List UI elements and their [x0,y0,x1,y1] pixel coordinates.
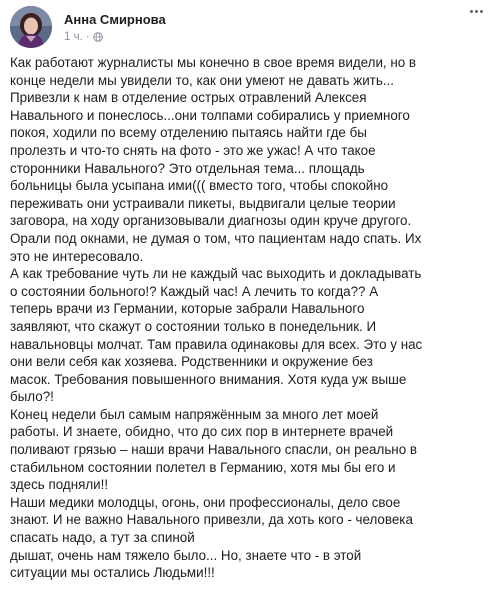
post-text-line: переживать они устраивали пикеты, выдвигали целые теории [10,195,396,211]
post-header [10,6,489,50]
author-name[interactable]: Анна Смирнова [64,12,166,27]
post-text-line: Навального и понеслось...они толпами собирались у приемного [10,107,410,123]
post-text-line: было?! [10,389,54,405]
post-text-line: поливают грязью – наши врачи Навального спасли, он реально в [10,442,417,458]
post-meta [64,31,103,43]
author-avatar[interactable] [10,6,52,48]
post-text-line: здесь подняли!! [10,477,109,493]
post-text-line: знают. И не важно Навального привезли, да хоть кого - человека [10,512,413,528]
post-text-line: Как работают журналисты мы конечно в свое время видели, но в [10,55,417,70]
meta-separator: · [85,31,90,43]
post-text-line: Орали под окнами, не думая о том, что пациентам надо спать. Их [10,230,422,246]
more-options-icon[interactable] [465,4,487,18]
post-text-line: спасать надо, а тут за спиной [10,530,195,546]
avatar-portrait-icon [10,6,52,48]
post-text-line: Конец недели был самым напряжённым за много лет моей [10,406,379,422]
post-text-line: работы. И знаете, обидно, что до сих пор в интернете врачей [10,424,394,440]
post-text-line: ситуации мы остались Людьми!!! [10,565,215,581]
post-text [10,54,495,582]
globe-icon [93,32,103,42]
post-text-line: конце недели мы увидели то, как они умеют не давать жить... [10,72,394,88]
post-text-line: стабильном состоянии полетел в Германию, хотя мы бы его и [10,459,396,475]
post-text-line: больницы была усыпана ими((( вместо того, чтобы спокойно [10,178,389,194]
post-text-line: заговора, на ходу организовывали диагнозы один круче другого. [10,213,412,229]
post-text-line: сторонники Навального? Это отдельная тема... площадь [10,160,365,176]
post-text-line: Привезли к нам в отделение острых отравлений Алексея [10,90,367,106]
post-text-line: они вели себя как хозяева. Родственники и окружение без [10,354,373,370]
post-text-line: покоя, ходили по всему отделению пытаясь найти где бы [10,125,367,141]
post-time[interactable]: 1 ч. [64,31,83,43]
post-text-line: навальновцы молчат. Там правила одинаковы для всех. Это у нас [10,336,423,352]
post-text-line: о состоянии больного!? Каждый час! А лечить то когда?? А [10,283,379,299]
post-text-line: масок. Требования повышенного внимания. Хотя куда уж выше [10,371,407,387]
post-text-line: А как требование чуть ли не каждый час выходить и докладывать [10,266,422,282]
post-text-line: Наши медики молодцы, огонь, они профессионалы, дело свое [10,494,401,510]
post-text-line: это не интересовало. [10,248,144,264]
post-text-line: теперь врачи из Германии, которые забрали Навального [10,301,365,317]
post-text-line: заявляют, что скажут о состоянии только в понедельник. И [10,318,377,334]
post-text-line: дышат, очень нам тяжело было... Но, знаете что - в этой [10,547,362,563]
post-text-line: пролезть и что-то снять на фото - это же ужас! А что такое [10,142,376,158]
